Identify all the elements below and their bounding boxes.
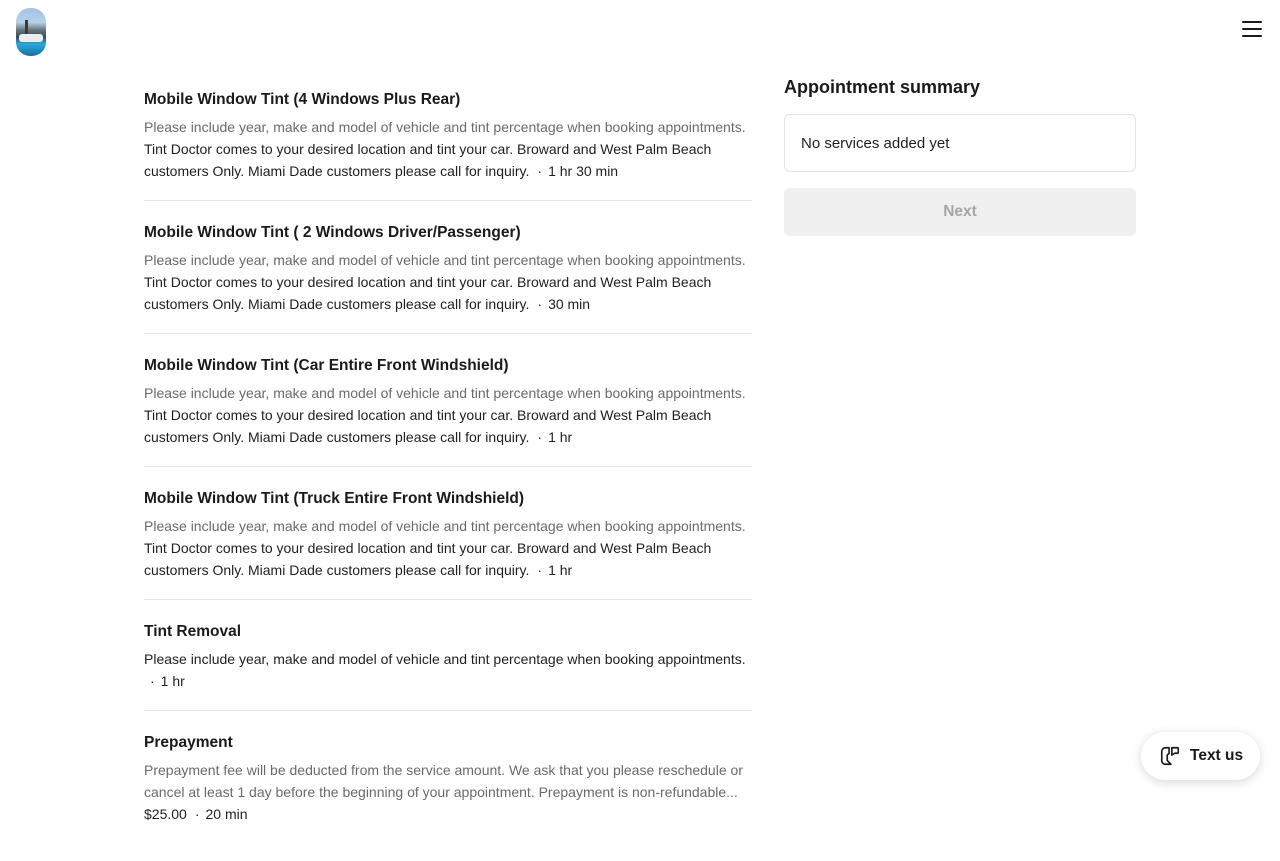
service-item-3[interactable] xyxy=(144,352,752,467)
service-desc-first: Please include year, make and model of vehicle and tint percentage when booking appointments. xyxy=(144,252,746,268)
text-us-button[interactable] xyxy=(1141,732,1260,780)
service-desc-rest: Tint Doctor comes to your desired location and tint your car. Broward and West Palm Beach customers Only. Miami Dade customers please call for inquiry. xyxy=(144,407,712,445)
hamburger-menu-icon[interactable] xyxy=(1240,18,1264,40)
business-logo[interactable] xyxy=(16,8,46,56)
service-title: Mobile Window Tint (Car Entire Front Windshield) xyxy=(144,357,509,374)
separator-dot: · xyxy=(537,562,543,578)
logo-pole-shape xyxy=(25,20,28,34)
service-item-6[interactable] xyxy=(144,729,752,843)
service-duration: 1 hr xyxy=(548,562,573,578)
summary-title: Appointment summary xyxy=(784,77,981,97)
service-desc-rest: Please include year, make and model of vehicle and tint percentage when booking appointments. xyxy=(144,651,746,667)
service-list xyxy=(144,86,752,861)
summary-box xyxy=(784,114,1136,172)
service-description xyxy=(144,116,752,182)
service-description xyxy=(144,249,752,315)
service-desc-first: Please include year, make and model of vehicle and tint percentage when booking appointments. xyxy=(144,385,746,401)
service-duration: 1 hr xyxy=(548,429,573,445)
service-item-1[interactable] xyxy=(144,86,752,201)
service-duration: 1 hr xyxy=(160,673,185,689)
service-description xyxy=(144,382,752,448)
summary-empty-text: No services added yet xyxy=(801,134,950,152)
service-desc-first: Please include year, make and model of vehicle and tint percentage when booking appointments. xyxy=(144,518,746,534)
service-title: Prepayment xyxy=(144,734,233,751)
logo-car-shape xyxy=(19,34,43,42)
service-desc-first: Please include year, make and model of vehicle and tint percentage when booking appointments. xyxy=(144,119,746,135)
service-item-4[interactable] xyxy=(144,485,752,600)
text-us-label: Text us xyxy=(1190,747,1244,764)
phone-message-icon xyxy=(1159,745,1181,767)
separator-dot: · xyxy=(194,806,200,822)
next-button[interactable]: Next xyxy=(784,188,1136,236)
separator-dot: · xyxy=(537,296,543,312)
service-duration: 1 hr 30 min xyxy=(548,163,619,179)
service-description xyxy=(144,759,752,825)
separator-dot: · xyxy=(537,429,543,445)
service-price: $25.00 xyxy=(144,806,187,822)
service-item-5[interactable] xyxy=(144,618,752,711)
separator-dot: · xyxy=(150,673,155,689)
service-desc-rest: Tint Doctor comes to your desired location and tint your car. Broward and West Palm Beach customers Only. Miami Dade customers please call for inquiry. xyxy=(144,141,712,179)
service-title: Mobile Window Tint ( 2 Windows Driver/Passenger) xyxy=(144,224,521,241)
service-title: Mobile Window Tint (4 Windows Plus Rear) xyxy=(144,91,461,108)
service-item-2[interactable] xyxy=(144,219,752,334)
separator-dot: · xyxy=(537,163,543,179)
service-duration: 20 min xyxy=(205,806,248,822)
service-duration: 30 min xyxy=(548,296,591,312)
service-desc-rest: Tint Doctor comes to your desired location and tint your car. Broward and West Palm Beach customers Only. Miami Dade customers please call for inquiry. xyxy=(144,540,712,578)
service-desc-first: Prepayment fee will be deducted from the service amount. We ask that you please reschedule or cancel at least 1 day before the beginning of your appointment. Prepayment is non-refundable... xyxy=(144,762,743,800)
service-description xyxy=(144,515,752,581)
appointment-summary-panel xyxy=(784,76,1136,236)
service-description xyxy=(144,648,752,692)
service-title: Mobile Window Tint (Truck Entire Front Windshield) xyxy=(144,490,525,507)
service-desc-rest: Tint Doctor comes to your desired location and tint your car. Broward and West Palm Beach customers Only. Miami Dade customers please call for inquiry. xyxy=(144,274,712,312)
service-title: Tint Removal xyxy=(144,623,242,640)
